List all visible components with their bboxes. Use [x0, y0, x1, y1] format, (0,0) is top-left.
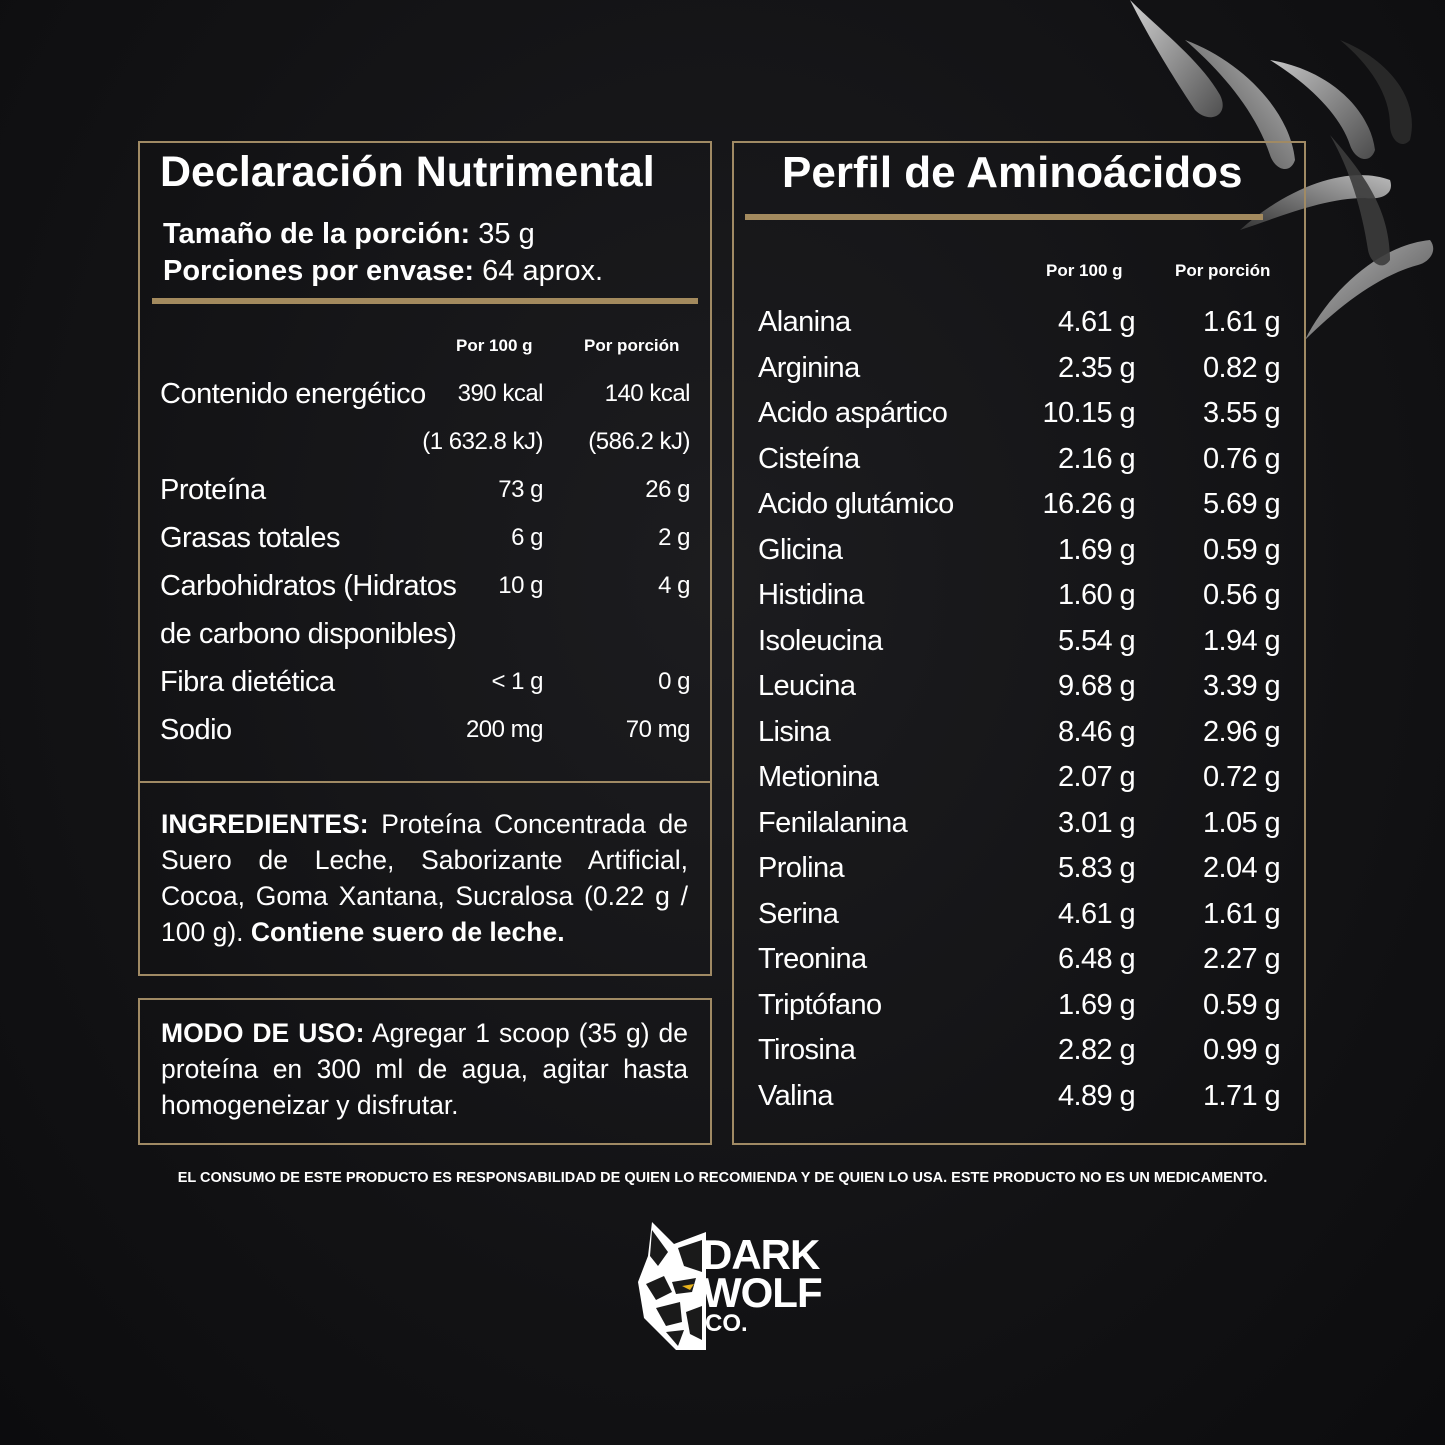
usage-body: Agregar 1 scoop (35 g) de proteína en 300 ml de agua, agitar hasta homogeneizar y disfrutar.	[161, 1018, 688, 1120]
amino-row-per100: 16.26 g	[1042, 488, 1135, 520]
amino-row-name: Tirosina	[758, 1034, 856, 1066]
brand-line-1: DARK	[702, 1231, 820, 1278]
amino-row	[758, 579, 1280, 624]
nutrition-row	[160, 522, 690, 570]
amino-row-per100: 2.82 g	[1057, 1034, 1135, 1066]
nutrition-row-per100: 6 g	[511, 524, 543, 551]
nutrition-row-label: Fibra dietética	[160, 666, 335, 698]
amino-row	[758, 306, 1280, 351]
amino-row	[758, 761, 1280, 806]
amino-row	[758, 352, 1280, 397]
amino-row	[758, 852, 1280, 897]
amino-row-perserving: 1.94 g	[1202, 624, 1280, 657]
amino-row-per100: 10.15 g	[1042, 397, 1135, 429]
brand-line-2: WOLF	[702, 1269, 822, 1316]
amino-row	[758, 443, 1280, 488]
amino-row	[758, 488, 1280, 533]
nutrition-row-perserving: 70 mg	[625, 716, 690, 743]
disclaimer: EL CONSUMO DE ESTE PRODUCTO ES RESPONSABILIDAD DE QUIEN LO RECOMIENDA Y DE QUIEN LO USA. ESTE PRODUCTO NO ES UN MEDICAMENTO.	[177, 1170, 1268, 1186]
nutrition-row-per100: < 1 g	[491, 668, 543, 695]
serving-size-label: Tamaño de la porción:	[163, 218, 471, 250]
amino-row-per100: 4.61 g	[1057, 897, 1135, 930]
amino-row	[758, 1034, 1280, 1079]
nutrition-row-label: Contenido energético	[160, 378, 426, 410]
amino-title: Perfil de Aminoácidos	[782, 148, 1243, 197]
amino-row	[758, 807, 1280, 852]
amino-row	[758, 943, 1280, 988]
nutrition-row	[160, 618, 690, 666]
amino-col-perserving: Por porción	[1175, 261, 1271, 280]
amino-divider	[745, 214, 1263, 220]
amino-row-perserving: 1.61 g	[1202, 306, 1280, 338]
nutrition-col-perserving: Por porción	[584, 336, 680, 355]
servings-per-container	[163, 255, 603, 288]
amino-row-name: Acido glutámico	[758, 488, 954, 520]
amino-row-perserving: 3.55 g	[1202, 397, 1280, 429]
serving-size-value: 35 g	[478, 218, 535, 250]
amino-row-perserving: 5.69 g	[1202, 488, 1280, 520]
brand-line-3: CO.	[705, 1310, 748, 1337]
nutrition-row-per100: 200 mg	[465, 716, 543, 743]
amino-row-name: Acido aspártico	[758, 397, 948, 429]
nutrition-row	[160, 474, 690, 522]
amino-row-name: Metionina	[758, 761, 879, 793]
nutrition-row-per100: 390 kcal	[457, 380, 543, 407]
amino-row-perserving: 0.72 g	[1202, 761, 1280, 793]
amino-row-name: Alanina	[758, 306, 851, 338]
amino-row-per100: 5.54 g	[1057, 624, 1135, 657]
amino-row-perserving: 2.04 g	[1202, 852, 1280, 884]
amino-row-per100: 2.07 g	[1057, 761, 1135, 793]
nutrition-row	[160, 570, 690, 618]
amino-row-perserving: 0.76 g	[1202, 442, 1280, 475]
amino-row-perserving: 2.96 g	[1202, 715, 1280, 748]
amino-row-perserving: 2.27 g	[1202, 943, 1280, 975]
amino-row-per100: 1.69 g	[1057, 988, 1135, 1021]
serving-size	[163, 218, 535, 251]
ingredients-body: Proteína Concentrada de Suero de Leche, Saborizante Artificial, Cocoa, Goma Xantana, Sucralosa (0.22 g / 100 g).	[161, 809, 688, 947]
nutrition-col-per100: Por 100 g	[456, 336, 533, 355]
amino-row-name: Glicina	[758, 533, 843, 566]
amino-row-per100: 5.83 g	[1057, 852, 1135, 884]
ingredients-allergen: Contiene suero de leche.	[250, 917, 565, 947]
amino-row	[758, 625, 1280, 670]
amino-row-name: Cisteína	[758, 442, 860, 475]
amino-row	[758, 989, 1280, 1034]
nutrition-row	[160, 426, 690, 474]
amino-row-name: Leucina	[758, 670, 856, 702]
amino-row-name: Arginina	[758, 351, 860, 384]
usage-text	[161, 1015, 688, 1123]
nutrition-row-label: Sodio	[160, 714, 232, 746]
amino-row	[758, 670, 1280, 715]
ingredients-text	[161, 806, 688, 950]
amino-row-name: Fenilalanina	[758, 806, 908, 839]
amino-row-perserving: 0.59 g	[1202, 533, 1280, 566]
amino-row-perserving: 0.99 g	[1202, 1034, 1280, 1066]
amino-row-perserving: 0.56 g	[1202, 579, 1280, 611]
wolf-head-icon	[636, 1222, 706, 1350]
servings-value: 64 aprox.	[482, 255, 604, 287]
nutrition-row-perserving: (586.2 kJ)	[588, 428, 690, 455]
amino-row-per100: 4.89 g	[1057, 1079, 1135, 1112]
nutrition-row-per100: (1 632.8 kJ)	[422, 428, 543, 455]
amino-row-name: Histidina	[758, 579, 864, 611]
amino-row-perserving: 0.82 g	[1202, 351, 1280, 384]
amino-row-per100: 3.01 g	[1057, 806, 1135, 839]
ingredients-label: INGREDIENTES:	[161, 809, 369, 839]
amino-row-per100: 2.35 g	[1057, 351, 1135, 384]
amino-row-perserving: 1.71 g	[1202, 1079, 1280, 1112]
amino-row-name: Lisina	[758, 715, 831, 748]
nutrition-row-perserving: 0 g	[658, 668, 690, 695]
amino-row-perserving: 1.05 g	[1202, 806, 1280, 839]
nutrition-divider	[152, 298, 698, 304]
nutrition-row-perserving: 140 kcal	[604, 380, 690, 407]
amino-row	[758, 397, 1280, 442]
usage-label: MODO DE USO:	[161, 1018, 365, 1048]
amino-row-name: Triptófano	[758, 988, 882, 1021]
nutrition-row-perserving: 2 g	[658, 524, 690, 551]
amino-row-per100: 2.16 g	[1057, 442, 1135, 475]
nutrition-title: Declaración Nutrimental	[160, 148, 655, 196]
nutrition-row-per100: 73 g	[498, 476, 543, 503]
amino-row-per100: 4.61 g	[1057, 306, 1135, 338]
servings-label: Porciones por envase:	[163, 255, 475, 287]
nutrition-row-label: Carbohidratos (Hidratos	[160, 570, 457, 602]
nutrition-row	[160, 378, 690, 426]
amino-row	[758, 1080, 1280, 1125]
amino-row-per100: 1.60 g	[1057, 579, 1135, 611]
nutrition-row-per100: 10 g	[498, 572, 543, 599]
amino-col-per100: Por 100 g	[1046, 261, 1123, 280]
amino-row-per100: 8.46 g	[1057, 715, 1135, 748]
amino-row-per100: 1.69 g	[1057, 533, 1135, 566]
amino-row-name: Serina	[758, 897, 839, 930]
nutrition-row-label: Grasas totales	[160, 522, 340, 554]
amino-row-per100: 9.68 g	[1057, 670, 1135, 702]
amino-row-perserving: 3.39 g	[1202, 670, 1280, 702]
amino-row-name: Valina	[758, 1079, 833, 1112]
nutrition-row-label: de carbono disponibles)	[160, 618, 457, 650]
nutrition-row-perserving: 4 g	[658, 572, 690, 599]
amino-row	[758, 898, 1280, 943]
amino-row-per100: 6.48 g	[1057, 943, 1135, 975]
nutrition-row-perserving: 26 g	[645, 476, 690, 503]
nutrition-row	[160, 666, 690, 714]
nutrition-row	[160, 714, 690, 762]
nutrition-row-label: Proteína	[160, 474, 266, 506]
amino-row-name: Treonina	[758, 943, 867, 975]
amino-row	[758, 716, 1280, 761]
amino-row	[758, 534, 1280, 579]
amino-row-name: Prolina	[758, 852, 845, 884]
amino-row-perserving: 0.59 g	[1202, 988, 1280, 1021]
amino-row-perserving: 1.61 g	[1202, 897, 1280, 930]
amino-row-name: Isoleucina	[758, 624, 883, 657]
